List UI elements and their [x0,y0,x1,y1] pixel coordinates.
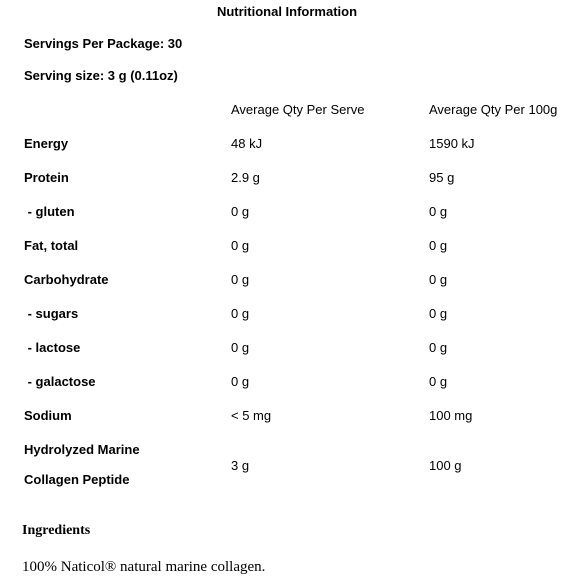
table-row [24,126,569,160]
row-per-100g: 0 g [429,203,448,219]
row-per-100g: 0 g [429,271,448,287]
row-per-100g: 100 mg [429,407,473,423]
table-row [24,160,569,194]
row-name [24,432,231,498]
header-per-100g: Average Qty Per 100g [429,101,558,117]
row-per-serve: < 5 mg [231,407,272,423]
table-row [24,364,569,398]
row-per-serve: 0 g [231,373,250,389]
row-per-100g: 100 g [429,457,462,473]
table-row [24,398,569,432]
row-name: - galactose [24,373,96,389]
table-row [24,228,569,262]
ingredients-text: 100% Naticol® natural marine collagen. [22,559,266,575]
row-name: Sodium [24,407,72,423]
row-per-100g: 0 g [429,373,448,389]
row-name: - gluten [24,203,75,219]
row-per-100g: 0 g [429,305,448,321]
nutrition-table [24,92,569,498]
header-per-serve: Average Qty Per Serve [231,101,365,117]
row-per-100g: 0 g [429,339,448,355]
table-row [24,330,569,364]
table-row [24,432,569,498]
serving-size: Serving size: 3 g (0.11oz) [24,68,178,83]
row-name-line-1: Hydrolyzed Marine [24,442,140,457]
page-title: Nutritional Information [216,4,358,19]
row-per-serve: 3 g [231,457,250,473]
row-per-100g: 95 g [429,169,455,185]
row-per-serve: 0 g [231,271,250,287]
table-row [24,262,569,296]
row-per-serve: 0 g [231,339,250,355]
row-name: - lactose [24,339,81,355]
row-per-serve: 2.9 g [231,169,260,185]
table-row [24,296,569,330]
row-name: Energy [24,135,69,151]
row-name: Protein [24,169,69,185]
table-header-row [24,92,569,126]
servings-per-package: Servings Per Package: 30 [24,36,183,51]
row-per-serve: 0 g [231,237,250,253]
row-name: Carbohydrate [24,271,109,287]
row-per-serve: 48 kJ [231,135,263,151]
row-per-100g: 1590 kJ [429,135,475,151]
row-name-line-2: Collagen Peptide [24,472,130,487]
row-name: - sugars [24,305,79,321]
row-per-100g: 0 g [429,237,448,253]
row-per-serve: 0 g [231,305,250,321]
header-nutrient [24,92,231,126]
row-per-serve: 0 g [231,203,250,219]
ingredients-heading: Ingredients [22,523,91,538]
row-name: Fat, total [24,237,79,253]
table-row [24,194,569,228]
